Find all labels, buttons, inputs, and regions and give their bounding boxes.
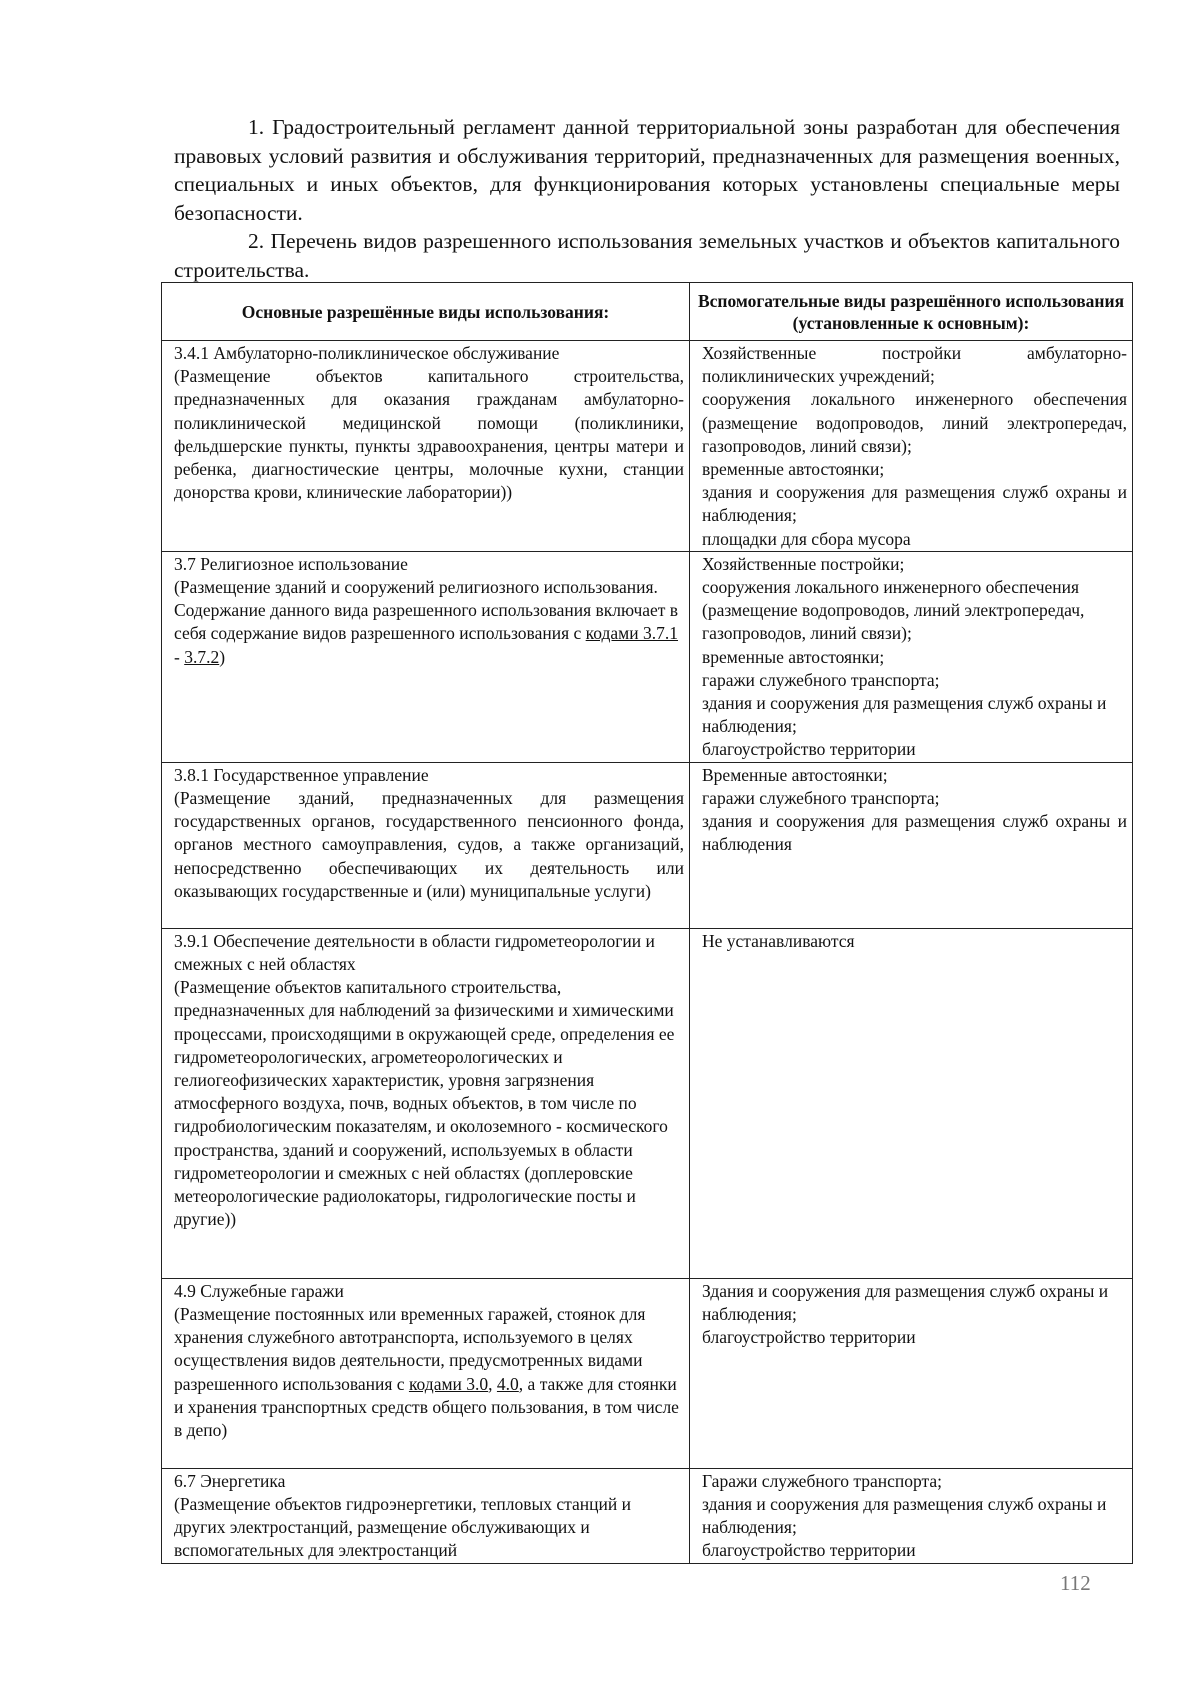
main-use-cell xyxy=(162,1468,690,1563)
main-use-description: (Размещение зданий, предназначенных для размещения государственных органов, государственного пенсионного фонда, органов местного самоуправления, судов, а также организаций, непосредственно обеспечивающих их деятельность или оказывающих государственные и (или) муниципальные услуги) xyxy=(174,788,684,901)
main-use-description: (Размещение объектов гидроэнергетики, тепловых станций и других электростанций, размещение обслуживающих и вспомогательных для электростанций xyxy=(174,1494,631,1561)
aux-use-line: Хозяйственные постройки; xyxy=(702,553,905,574)
main-use-text: , а также для стоянки и хранения транспортных средств общего пользования, в том числе в депо) xyxy=(174,1373,679,1441)
aux-use-cell xyxy=(690,1278,1133,1468)
table-row xyxy=(162,928,1133,1278)
aux-use-cell xyxy=(690,551,1133,762)
intro-text xyxy=(174,113,1120,284)
main-use-cell xyxy=(162,928,690,1278)
aux-use-cell xyxy=(690,1468,1133,1563)
aux-use-line: Не устанавливаются xyxy=(702,930,855,951)
main-use-text: ) xyxy=(219,646,226,667)
table-row xyxy=(162,762,1133,928)
aux-use-line: сооружения локального инженерного обеспечения (размещение водопроводов, линий электропередач, газопроводов, линий связи); xyxy=(702,577,1085,644)
main-use-title: 4.9 Служебные гаражи xyxy=(174,1280,344,1301)
code-link[interactable]: кодами 3.7.1 xyxy=(585,623,679,644)
aux-use-line: благоустройство территории xyxy=(702,739,916,760)
aux-use-line: площадки для сбора мусора xyxy=(702,528,911,549)
header-main-uses: Основные разрешённые виды использования: xyxy=(162,283,690,341)
aux-use-line: Здания и сооружения для размещения служб охраны и наблюдения; xyxy=(702,1280,1109,1325)
main-use-title: 3.8.1 Государственное управление xyxy=(174,764,429,785)
code-link[interactable]: кодами 3.0 xyxy=(408,1373,489,1394)
land-use-table xyxy=(161,282,1133,1564)
main-use-cell xyxy=(162,762,690,928)
aux-use-cell xyxy=(690,341,1133,552)
main-use-cell xyxy=(162,551,690,762)
main-use-title: 6.7 Энергетика xyxy=(174,1470,286,1491)
aux-use-line: Гаражи служебного транспорта; xyxy=(702,1470,942,1491)
table-row xyxy=(162,1278,1133,1468)
intro-paragraph-2: 2. Перечень видов разрешенного использования земельных участков и объектов капитального строительства. xyxy=(174,229,1120,282)
aux-use-line: благоустройство территории xyxy=(702,1327,916,1348)
aux-use-line: здания и сооружения для размещения служб охраны и наблюдения xyxy=(702,811,1127,855)
aux-use-line: гаражи служебного транспорта; xyxy=(702,669,940,690)
main-use-cell xyxy=(162,1278,690,1468)
main-use-description: (Размещение объектов капитального строительства, предназначенных для оказания гражданам амбулаторно-поликлинической медицинской помощи (поликлиники, фельдшерские пункты, пункты здравоохранения, центры матери и ребенка, диагностические центры, молочные кухни, станции донорства крови, клинические лаборатории)) xyxy=(174,366,684,503)
main-use-title: 3.9.1 Обеспечение деятельности в области гидрометеорологии и смежных с ней областях xyxy=(174,930,655,975)
main-use-text: - xyxy=(174,646,185,667)
aux-use-cell xyxy=(690,928,1133,1278)
aux-use-line: гаражи служебного транспорта; xyxy=(702,788,940,809)
main-use-title: 3.4.1 Амбулаторно-поликлиническое обслуживание xyxy=(174,343,560,363)
header-auxiliary-uses: Вспомогательные виды разрешённого использования (установленные к основным): xyxy=(690,283,1133,341)
main-use-text: , xyxy=(488,1373,497,1394)
main-use-text: (Размещение зданий и сооружений религиозного использования. Содержание данного вида разрешенного использования включает в себя содержание видов разрешенного использования с xyxy=(174,577,679,644)
aux-use-line: Хозяйственные постройки амбулаторно-поликлинических учреждений; xyxy=(702,343,1127,387)
aux-use-line: здания и сооружения для размещения служб охраны и наблюдения; xyxy=(702,482,1127,526)
table-header-row xyxy=(162,283,1133,341)
page-number: 112 xyxy=(1060,1571,1091,1595)
main-use-title: 3.7 Религиозное использование xyxy=(174,553,408,574)
intro-paragraph-1: 1. Градостроительный регламент данной территориальной зоны разработан для обеспечения правовых условий развития и обслуживания территорий, предназначенных для размещения военных, специальных и иных объектов, для функционирования которых установлены специальные меры безопасности. xyxy=(174,115,1120,225)
code-link[interactable]: 3.7.2 xyxy=(184,646,220,667)
main-use-description xyxy=(174,1303,684,1442)
aux-use-line: сооружения локального инженерного обеспечения (размещение водопроводов, линий электропередач, газопроводов, линий связи); xyxy=(702,389,1127,456)
main-use-description: (Размещение объектов капитального строительства, предназначенных для наблюдений за физическими и химическими процессами, происходящими в окружающей среде, определения ее гидрометеорологических, агрометеорологических и гелиогеофизических характеристик, уровня загрязнения атмосферного воздуха, почв, водных объектов, в том числе по гидробиологическим показателям, и околоземного - космического пространства, зданий и сооружений, используемых в области гидрометеорологии и смежных с ней областях (доплеровские метеорологические радиолокаторы, гидрологические посты и другие)) xyxy=(174,977,675,1230)
aux-use-cell xyxy=(690,762,1133,928)
aux-use-line: благоустройство территории xyxy=(702,1540,916,1561)
main-use-text: (Размещение постоянных или временных гаражей, стоянок для хранения служебного автотранспорта, используемого в целях осуществления видов деятельности, предусмотренных видами разрешенного использования с xyxy=(174,1304,646,1394)
main-use-description xyxy=(174,576,684,669)
main-use-cell xyxy=(162,341,690,552)
aux-use-line: здания и сооружения для размещения служб охраны и наблюдения; xyxy=(702,693,1107,737)
aux-use-line: здания и сооружения для размещения служб охраны и наблюдения; xyxy=(702,1494,1107,1538)
table-row xyxy=(162,551,1133,762)
table-row xyxy=(162,341,1133,552)
table-row xyxy=(162,1468,1133,1563)
aux-use-line: временные автостоянки; xyxy=(702,646,885,667)
code-link[interactable]: 4.0 xyxy=(496,1373,519,1394)
aux-use-line: временные автостоянки; xyxy=(702,459,885,480)
aux-use-line: Временные автостоянки; xyxy=(702,764,888,785)
